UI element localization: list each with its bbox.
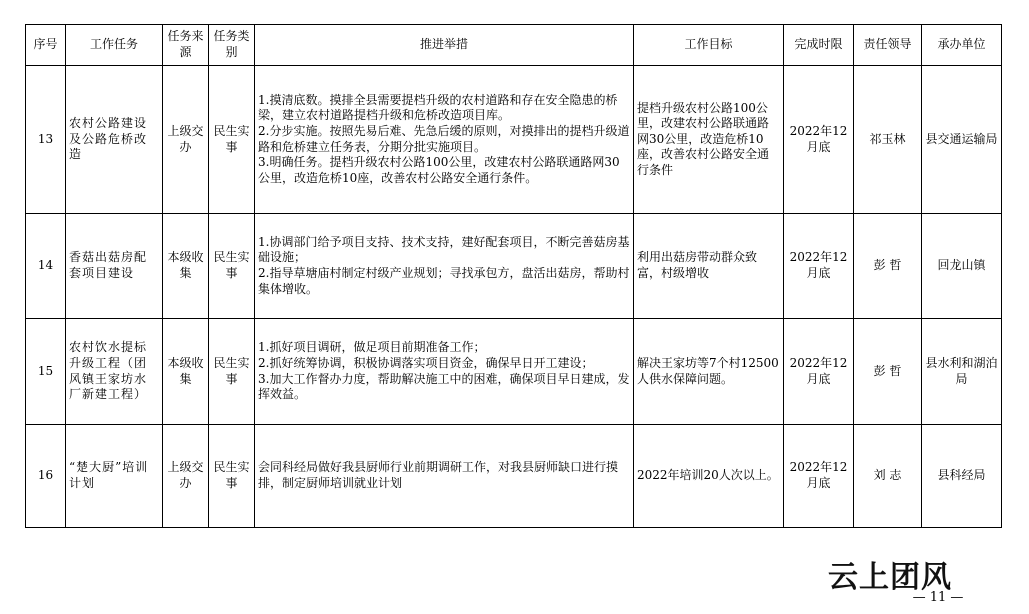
page-number: — 11 — xyxy=(912,590,964,605)
row-category: 民生实事 xyxy=(209,214,255,319)
measure-item: 1.协调部门给予项目支持、技术支持，建好配套项目，不断完善菇房基础设施； xyxy=(258,234,630,265)
row-category: 民生实事 xyxy=(209,425,255,528)
measure-item: 1.抓好项目调研，做足项目前期准备工作； xyxy=(258,340,486,355)
header-seq: 序号 xyxy=(26,25,66,66)
row-deadline: 2022年12月底 xyxy=(784,425,854,528)
measure-item: 会同科经局做好我县厨师行业前期调研工作，对我县厨师缺口进行摸排，制定厨师培训就业计划 xyxy=(258,460,619,490)
row-task: “楚大厨”培训计划 xyxy=(66,425,163,528)
watermark-logo: 云上团风 xyxy=(828,560,952,595)
table-row xyxy=(26,66,1002,214)
row-measures xyxy=(255,319,634,425)
header-row xyxy=(26,25,1002,66)
header-leader: 责任领导 xyxy=(854,25,922,66)
row-seq: 14 xyxy=(26,214,66,319)
measure-item: 3.加大工作督办力度，帮助解决施工中的困难，确保项目早日建成，发挥效益。 xyxy=(258,371,630,402)
row-goal: 利用出菇房带动群众致富，村级增收 xyxy=(634,214,784,319)
measure-item: 3.明确任务。提档升级农村公路100公里，改建农村公路联通路网30公里，改造危桥10座，改善农村公路安全通行条件。 xyxy=(258,155,620,185)
measure-item: 2.指导草塘庙村制定村级产业规划；寻找承包方，盘活出菇房，帮助村集体增收。 xyxy=(258,266,630,296)
header-measures: 推进举措 xyxy=(255,25,634,66)
header-goal: 工作目标 xyxy=(634,25,784,66)
row-goal: 提档升级农村公路100公里，改建农村公路联通路网30公里，改造危桥10座，改善农村公路安全通行条件 xyxy=(634,66,784,214)
row-deadline: 2022年12月底 xyxy=(784,66,854,214)
row-category: 民生实事 xyxy=(209,66,255,214)
row-seq: 16 xyxy=(26,425,66,528)
row-unit: 县交通运输局 xyxy=(922,66,1002,214)
header-unit: 承办单位 xyxy=(922,25,1002,66)
measure-item: 2.分步实施。按照先易后难、先急后缓的原则，对摸排出的提档升级道路和危桥建立任务表，分期分批实施项目。 xyxy=(258,123,630,154)
row-seq: 13 xyxy=(26,66,66,214)
row-leader: 祁玉林 xyxy=(854,66,922,214)
row-goal: 解决王家坊等7个村12500人供水保障问题。 xyxy=(634,319,784,425)
table-row xyxy=(26,214,1002,319)
row-source: 上级交办 xyxy=(163,66,209,214)
row-leader: 彭 哲 xyxy=(854,214,922,319)
row-leader: 刘 志 xyxy=(854,425,922,528)
row-measures xyxy=(255,425,634,528)
measure-item: 2.抓好统筹协调，积极协调落实项目资金，确保早日开工建设； xyxy=(258,355,594,370)
row-seq: 15 xyxy=(26,319,66,425)
header-task: 工作任务 xyxy=(66,25,163,66)
row-deadline: 2022年12月底 xyxy=(784,214,854,319)
row-unit: 县水利和湖泊局 xyxy=(922,319,1002,425)
row-task: 农村饮水提标升级工程（团风镇王家坊水厂新建工程） xyxy=(66,319,163,425)
measure-item: 1.摸清底数。摸排全县需要提档升级的农村道路和存在安全隐患的桥梁，建立农村道路提档升级和危桥改造项目库。 xyxy=(258,92,618,123)
row-leader: 彭 哲 xyxy=(854,319,922,425)
task-table xyxy=(25,24,1002,528)
row-measures xyxy=(255,66,634,214)
row-measures xyxy=(255,214,634,319)
row-source: 本级收集 xyxy=(163,214,209,319)
row-task: 农村公路建设及公路危桥改造 xyxy=(66,66,163,214)
row-unit: 回龙山镇 xyxy=(922,214,1002,319)
header-source: 任务来源 xyxy=(163,25,209,66)
table-row xyxy=(26,319,1002,425)
row-goal: 2022年培训20人次以上。 xyxy=(634,425,784,528)
table-row xyxy=(26,425,1002,528)
header-deadline: 完成时限 xyxy=(784,25,854,66)
row-unit: 县科经局 xyxy=(922,425,1002,528)
row-category: 民生实事 xyxy=(209,319,255,425)
row-deadline: 2022年12月底 xyxy=(784,319,854,425)
row-task: 香菇出菇房配套项目建设 xyxy=(66,214,163,319)
row-source: 本级收集 xyxy=(163,319,209,425)
row-source: 上级交办 xyxy=(163,425,209,528)
header-category: 任务类别 xyxy=(209,25,255,66)
